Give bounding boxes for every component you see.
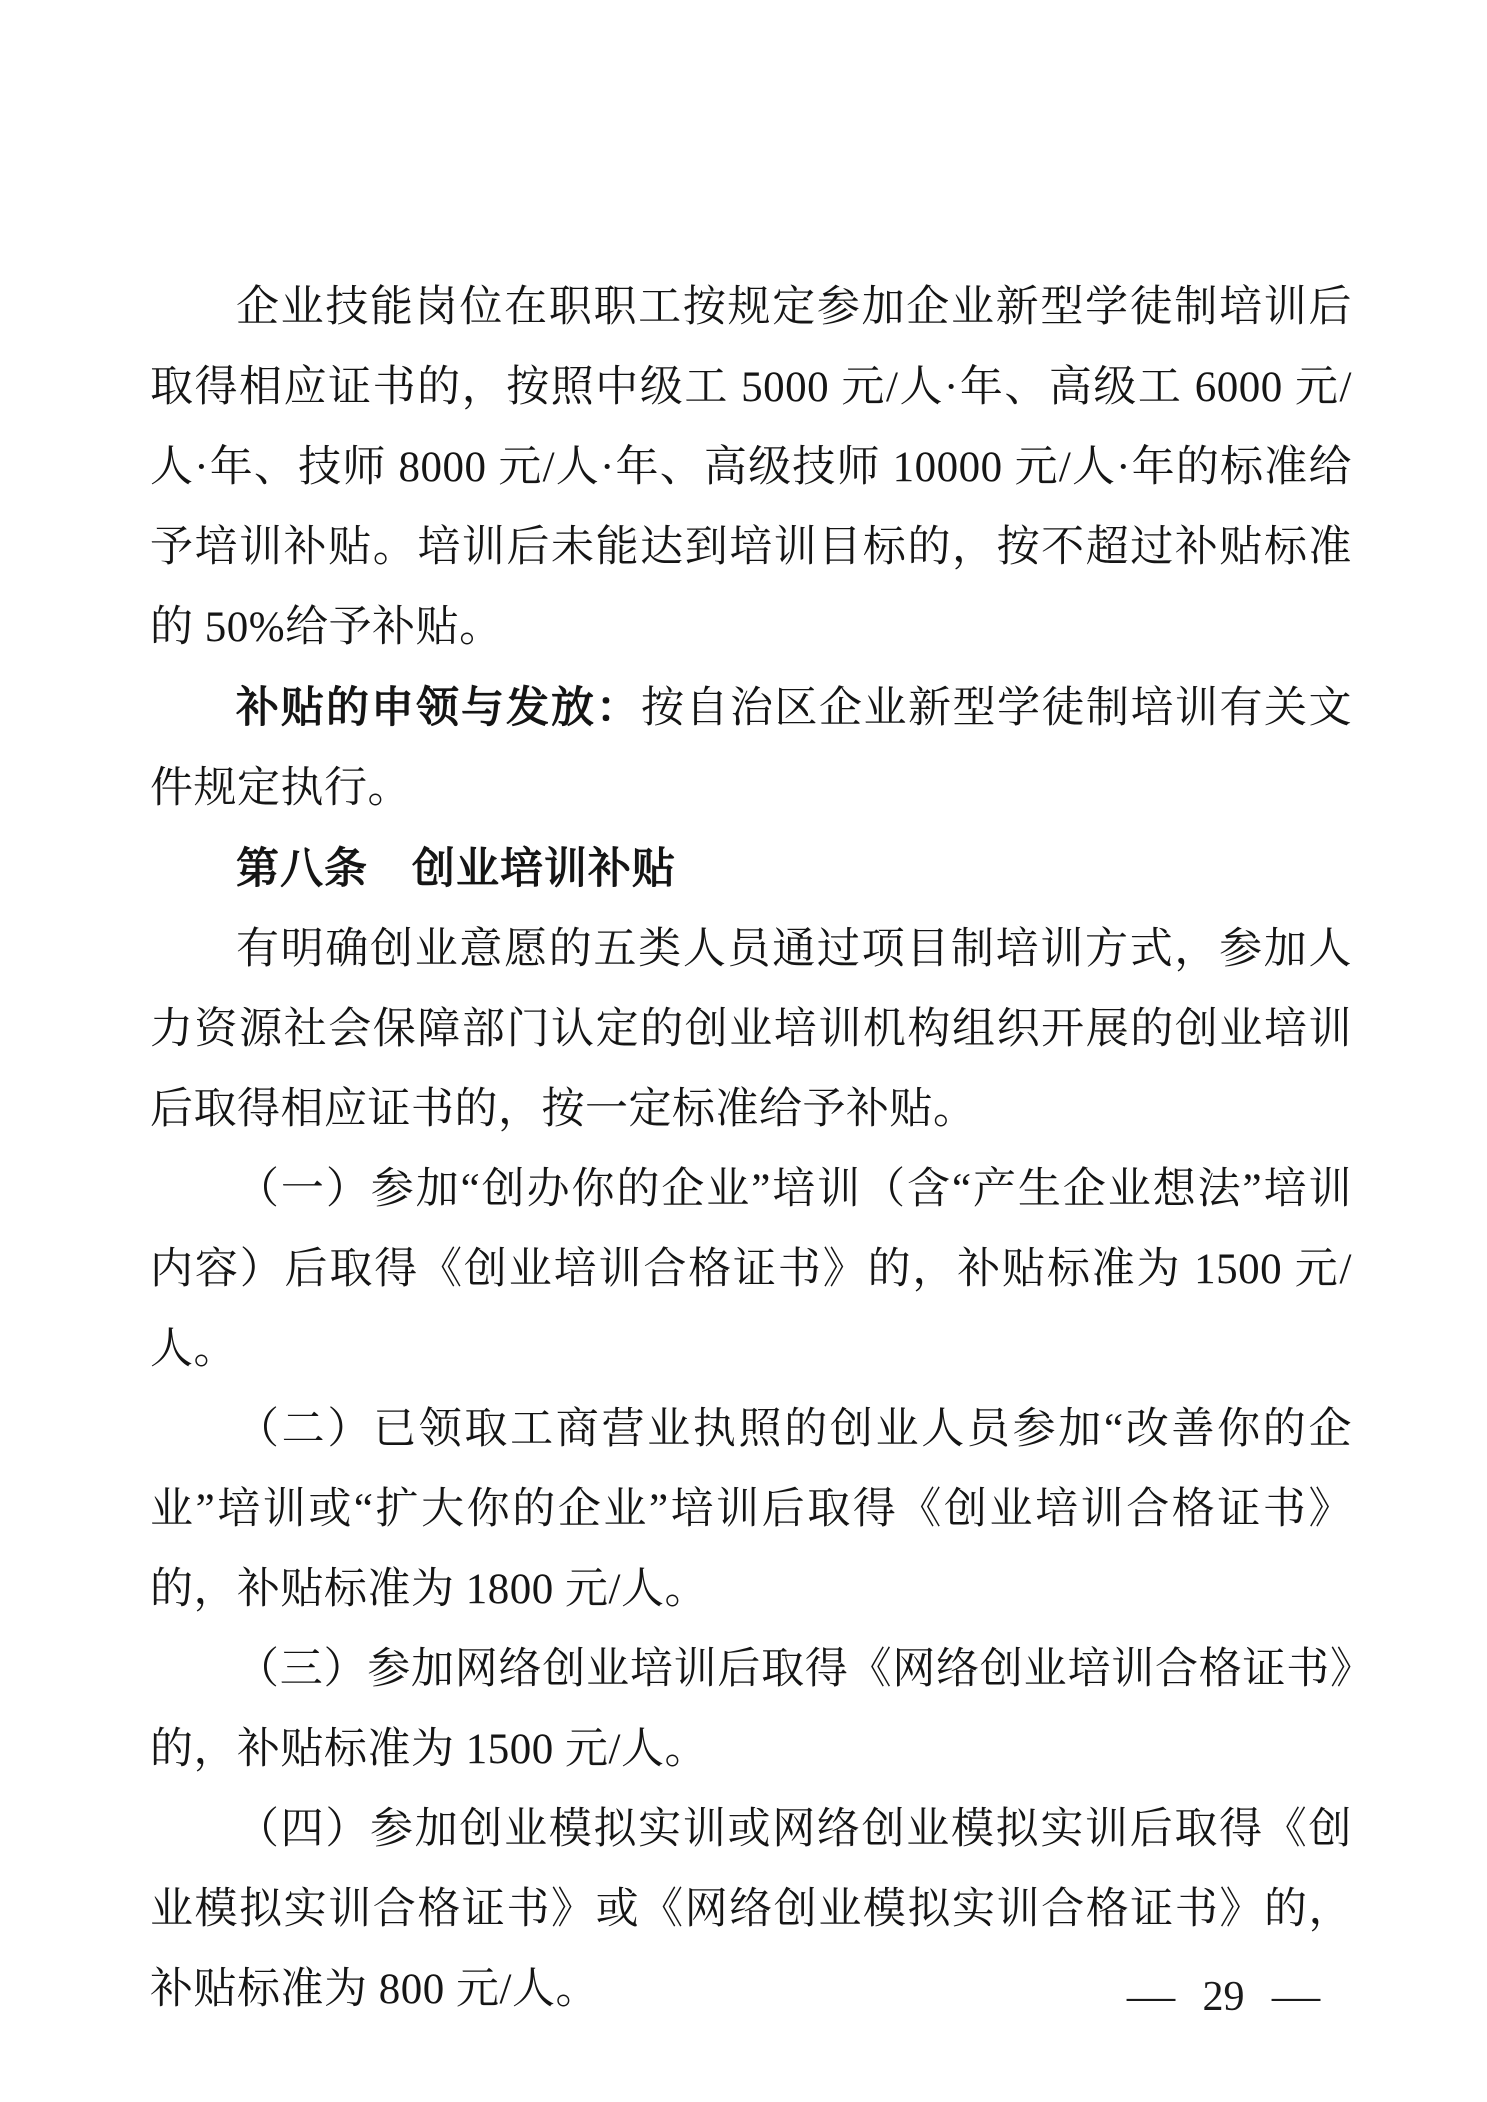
paragraph [150, 1150, 1352, 1390]
text-run: （一）参加“创办你的企业”培训（含“产生企业想法”培训内容）后取得《创业培训合格证书》的，补贴标准为 1500 元/人。 [150, 1166, 1352, 1373]
text-run: 按自治区企业新型学徒制培训有关文件规定执行。 [150, 685, 1352, 812]
paragraph [150, 1630, 1352, 1790]
text-run: 企业技能岗位在职职工按规定参加企业新型学徒制培训后取得相应证书的，按照中级工 5000 元/人·年、高级工 6000 元/人·年、技师 8000 元/人·年、高级技师 10000 元/人·年的标准给予培训补贴。培训后未能达到培训目标的，按不超过补贴标准的 50%给予补贴。 [150, 284, 1352, 651]
paragraph [150, 1390, 1352, 1630]
page-footer [1126, 1972, 1321, 2022]
footer-right-dash: — [1271, 1974, 1321, 2020]
text-run: 有明确创业意愿的五类人员通过项目制培训方式，参加人力资源社会保障部门认定的创业培训机构组织开展的创业培训后取得相应证书的，按一定标准给予补贴。 [150, 926, 1352, 1133]
footer-page-number: 29 [1202, 1974, 1245, 2020]
paragraph [150, 268, 1352, 668]
paragraph [150, 910, 1352, 1150]
text-run: （二）已领取工商营业执照的创业人员参加“改善你的企业”培训或“扩大你的企业”培训后取得《创业培训合格证书》的，补贴标准为 1800 元/人。 [150, 1406, 1352, 1613]
paragraph [150, 668, 1352, 829]
section-heading [150, 829, 1352, 910]
text-run: （三）参加网络创业培训后取得《网络创业培训合格证书》的，补贴标准为 1500 元/人。 [150, 1646, 1352, 1773]
bold-text-run: 补贴的申领与发放： [236, 684, 641, 732]
footer-left-dash: — [1126, 1974, 1176, 2020]
document-body [150, 268, 1352, 2030]
text-run: （四）参加创业模拟实训或网络创业模拟实训后取得《创业模拟实训合格证书》或《网络创业模拟实训合格证书》的，补贴标准为 800 元/人。 [150, 1806, 1352, 2013]
bold-text-run: 第八条 创业培训补贴 [236, 845, 676, 893]
